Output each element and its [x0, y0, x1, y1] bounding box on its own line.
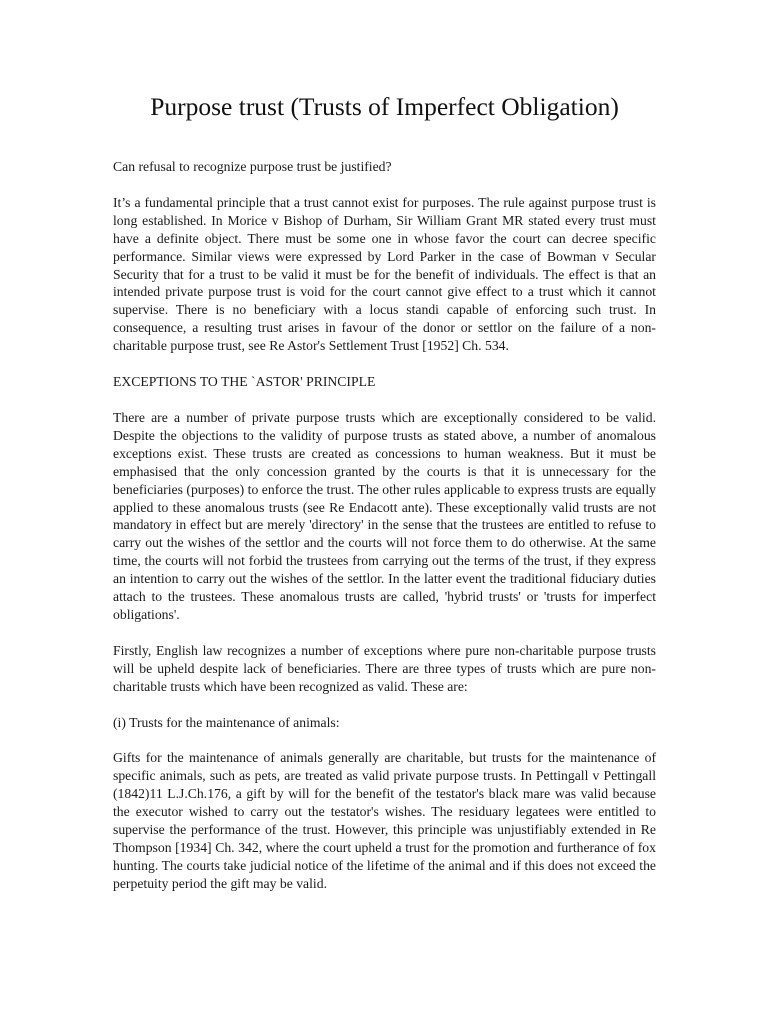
paragraph-english-law: Firstly, English law recognizes a number of exceptions where pure non-charitable purpose trusts will be upheld despite lack of beneficiaries. There are three types of trusts which are pure non-charitable trusts which have been recognized as valid. These are: [113, 642, 656, 694]
paragraph-fundamental-principle: It’s a fundamental principle that a trust cannot exist for purposes. The rule against purpose trust is long established. In Morice v Bishop of Durham, Sir William Grant MR stated every trust must have a definite object. There must be some one in whose favor the court can decree specific performance. Similar views were expressed by Lord Parker in the case of Bowman v Secular Security that for a trust to be valid it must be for the benefit of individuals. The effect is that an intended private purpose trust is void for the court cannot give effect to a trust which it cannot supervise. There is no beneficiary with a locus standi capable of enforcing such trust. In consequence, a resulting trust arises in favour of the donor or settlor on the failure of a non-charitable purpose trust, see Re Astor's Settlement Trust [1952] Ch. 534. [113, 194, 656, 354]
section-heading-exceptions: EXCEPTIONS TO THE `ASTOR' PRINCIPLE [113, 374, 376, 390]
subheading-animals: (i) Trusts for the maintenance of animals: [113, 714, 340, 730]
document-question: Can refusal to recognize purpose trust be justified? [113, 159, 392, 174]
paragraph-animals: Gifts for the maintenance of animals generally are charitable, but trusts for the maintenance of specific animals, such as pets, are treated as valid private purpose trusts. In Pettingall v Pettingall (1842)11 L.J.Ch.176, a gift by will for the benefit of the testator's black mare was valid because the executor wished to carry out the testator's wishes. The residuary legatees were entitled to supervise the performance of the trust. However, this principle was unjustifiably extended in Re Thompson [1934] Ch. 342, where the court upheld a trust for the promotion and furtherance of fox hunting. The courts take judicial notice of the lifetime of the animal and if this does not exceed the perpetuity period the gift may be valid. [113, 750, 656, 891]
paragraph-exceptions: There are a number of private purpose trusts which are exceptionally considered to be valid. Despite the objections to the validity of purpose trusts as stated above, a number of anomalous exceptions exist. These trusts are created as concessions to human weakness. But it must be emphasised that the only concession granted by the courts is that it is unnecessary for the beneficiaries (purposes) to enforce the trust. The other rules applicable to express trusts are equally applied to these anomalous trusts (see Re Endacott ante). These exceptionally valid trusts are not mandatory in effect but are merely 'directory' in the sense that the trustees are entitled to refuse to carry out the wishes of the settlor and the courts will not force them to do otherwise. At the same time, the courts will not forbid the trustees from carrying out the terms of the trust, if they express an intention to carry out the wishes of the settlor. In the latter event the traditional fiduciary duties attach to the trustees. These anomalous trusts are called, 'hybrid trusts' or 'trusts for imperfect obligations'. [113, 409, 656, 622]
document-title: Purpose trust (Trusts of Imperfect Obligation) [150, 92, 619, 121]
